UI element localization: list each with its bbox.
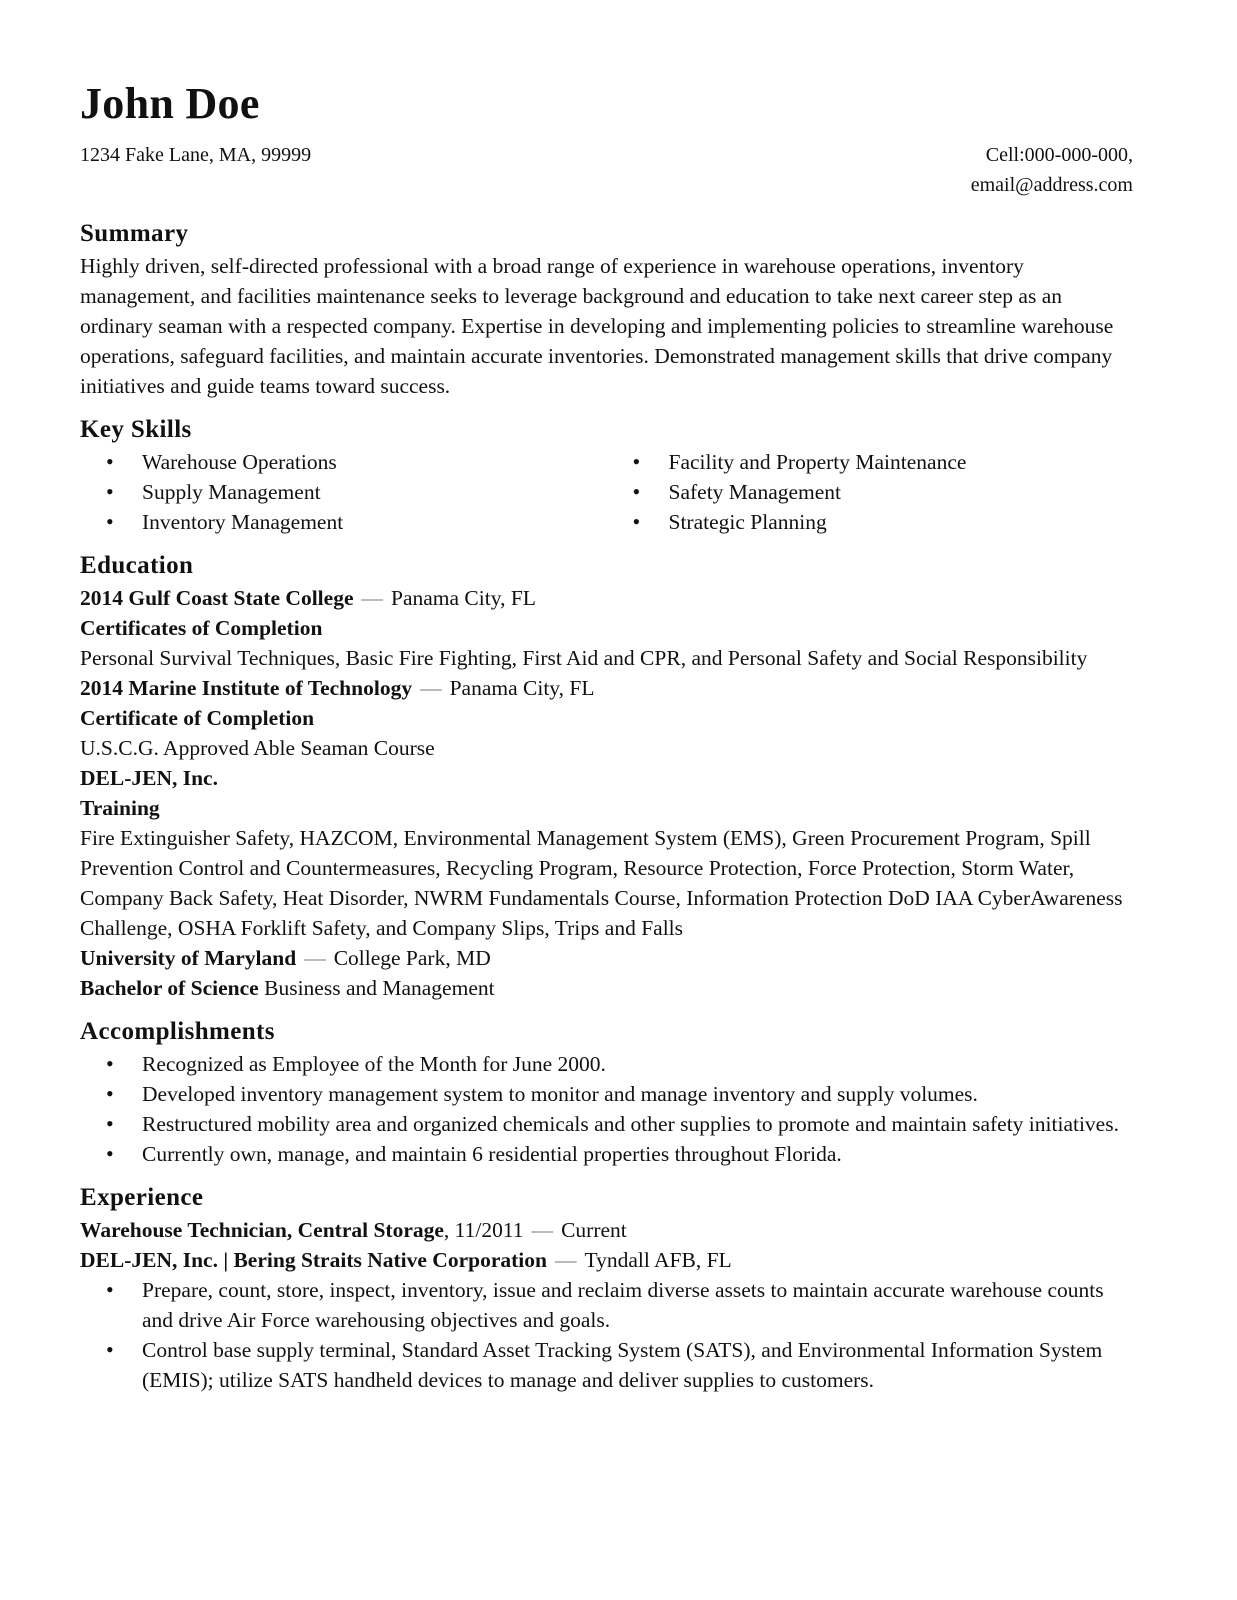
accomplishments-section: [80, 1015, 1133, 1169]
education-entry: [80, 673, 1133, 763]
separator-dash: —: [531, 1218, 554, 1242]
job-end-date: Current: [561, 1218, 627, 1242]
credential: Certificate of Completion: [80, 706, 315, 730]
credential: Certificates of Completion: [80, 616, 323, 640]
school-name: 2014 Gulf Coast State College: [80, 586, 354, 610]
credential: Training: [80, 796, 160, 820]
accomplishments-list: [80, 1049, 1133, 1169]
separator-dash: —: [420, 676, 442, 700]
education-section: [80, 549, 1133, 1003]
separator-dash: —: [361, 586, 383, 610]
summary-heading: Summary: [80, 220, 189, 247]
cell-phone: Cell:000-000-000,: [985, 144, 1133, 166]
skills-heading: Key Skills: [80, 416, 192, 443]
duty-item: • Prepare, count, store, inspect, inventory, issue and reclaim diverse assets to maintain accurate warehouse counts and drive Air Force warehousing objectives and goals.: [80, 1275, 1133, 1335]
experience-heading: Experience: [80, 1184, 204, 1211]
credential-details: U.S.C.G. Approved Able Seaman Course: [80, 736, 435, 760]
job-title: Warehouse Technician, Central Storage: [80, 1218, 444, 1242]
skill-item: • Warehouse Operations: [80, 447, 607, 477]
school-location: Panama City, FL: [449, 676, 595, 700]
accomplishment-item: • Restructured mobility area and organized chemicals and other supplies to promote and maintain safety initiatives.: [80, 1109, 1133, 1139]
skill-item: • Facility and Property Maintenance: [607, 447, 1134, 477]
school-name: DEL-JEN, Inc.: [80, 766, 218, 790]
accomplishment-item: • Developed inventory management system to monitor and manage inventory and supply volumes.: [80, 1079, 1133, 1109]
candidate-name: John Doe: [80, 79, 260, 128]
skills-left-list: [80, 447, 607, 537]
employer: DEL-JEN, Inc. | Bering Straits Native Corporation: [80, 1248, 547, 1272]
skills-right-list: [607, 447, 1134, 537]
accomplishment-item: • Currently own, manage, and maintain 6 residential properties throughout Florida.: [80, 1139, 1133, 1169]
education-entry: [80, 583, 1133, 673]
skill-item: • Supply Management: [80, 477, 607, 507]
school-name: 2014 Marine Institute of Technology: [80, 676, 413, 700]
education-entry: [80, 943, 1133, 1003]
summary-section: [80, 217, 1133, 401]
job-location: Tyndall AFB, FL: [584, 1248, 732, 1272]
accomplishments-heading: Accomplishments: [80, 1018, 275, 1045]
duty-item: • Control base supply terminal, Standard Asset Tracking System (SATS), and Environmental Information System (EMIS); utilize SATS handheld devices to manage and deliver supplies to customers.: [80, 1335, 1133, 1395]
credential-details: Fire Extinguisher Safety, HAZCOM, Environmental Management System (EMS), Green Procurement Program, Spill Prevention Control and Countermeasures, Recycling Program, Resource Protection, Force Protection, Storm Water, Company Back Safety, Heat Disorder, NWRM Fundamentals Course, Information Protection DoD IAA CyberAwareness Challenge, OSHA Forklift Safety, and Company Slips, Trips and Falls: [80, 826, 1123, 940]
credential: Bachelor of Science: [80, 976, 259, 1000]
skills-section: [80, 413, 1133, 537]
experience-section: Experience Warehouse Technician, Central Storage, 11/2011 — Current DEL-JEN, Inc. | Bering Straits Native Corporation — Tyndall AFB, FL • Prepare, count, store, inspect, inventory, issue and reclaim diverse assets to maintain accurate warehouse counts and drive Air Force warehousing objectives and goals. • Control base supply terminal, Standard Asset Tracking System (SATS), and Environmental Information System (EMIS); utilize SATS handheld devices to manage and deliver supplies to customers.: [80, 1181, 1133, 1395]
resume-body: [80, 217, 1133, 1407]
education-heading: Education: [80, 552, 194, 579]
skill-item: • Inventory Management: [80, 507, 607, 537]
summary-text: Highly driven, self-directed professional with a broad range of experience in warehouse operations, inventory management, and facilities maintenance seeks to leverage background and education to take next career step as an ordinary seaman with a respected company. Expertise in developing and implementing policies to streamline warehouse operations, safeguard facilities, and maintain accurate inventories. Demonstrated management skills that drive company initiatives and guide teams toward success.: [80, 254, 1114, 398]
separator-dash: —: [304, 946, 326, 970]
address: 1234 Fake Lane, MA, 99999: [80, 144, 312, 166]
accomplishment-item: • Recognized as Employee of the Month for June 2000.: [80, 1049, 1133, 1079]
skills-columns: [80, 447, 1133, 537]
school-name: University of Maryland: [80, 946, 297, 970]
skill-item: • Safety Management: [607, 477, 1134, 507]
education-entry: [80, 763, 1133, 943]
email: email@address.com: [970, 174, 1133, 196]
credential-details: Personal Survival Techniques, Basic Fire Fighting, First Aid and CPR, and Personal Safety and Social Responsibility: [80, 646, 1088, 670]
skill-item: • Strategic Planning: [607, 507, 1134, 537]
separator-dash: —: [554, 1248, 577, 1272]
credential-details: Business and Management: [264, 976, 495, 1000]
experience-duties-list: [80, 1275, 1133, 1395]
job-start-date: 11/2011: [454, 1218, 524, 1242]
phone-email: [971, 140, 1133, 200]
school-location: Panama City, FL: [391, 586, 536, 610]
school-location: College Park, MD: [333, 946, 491, 970]
